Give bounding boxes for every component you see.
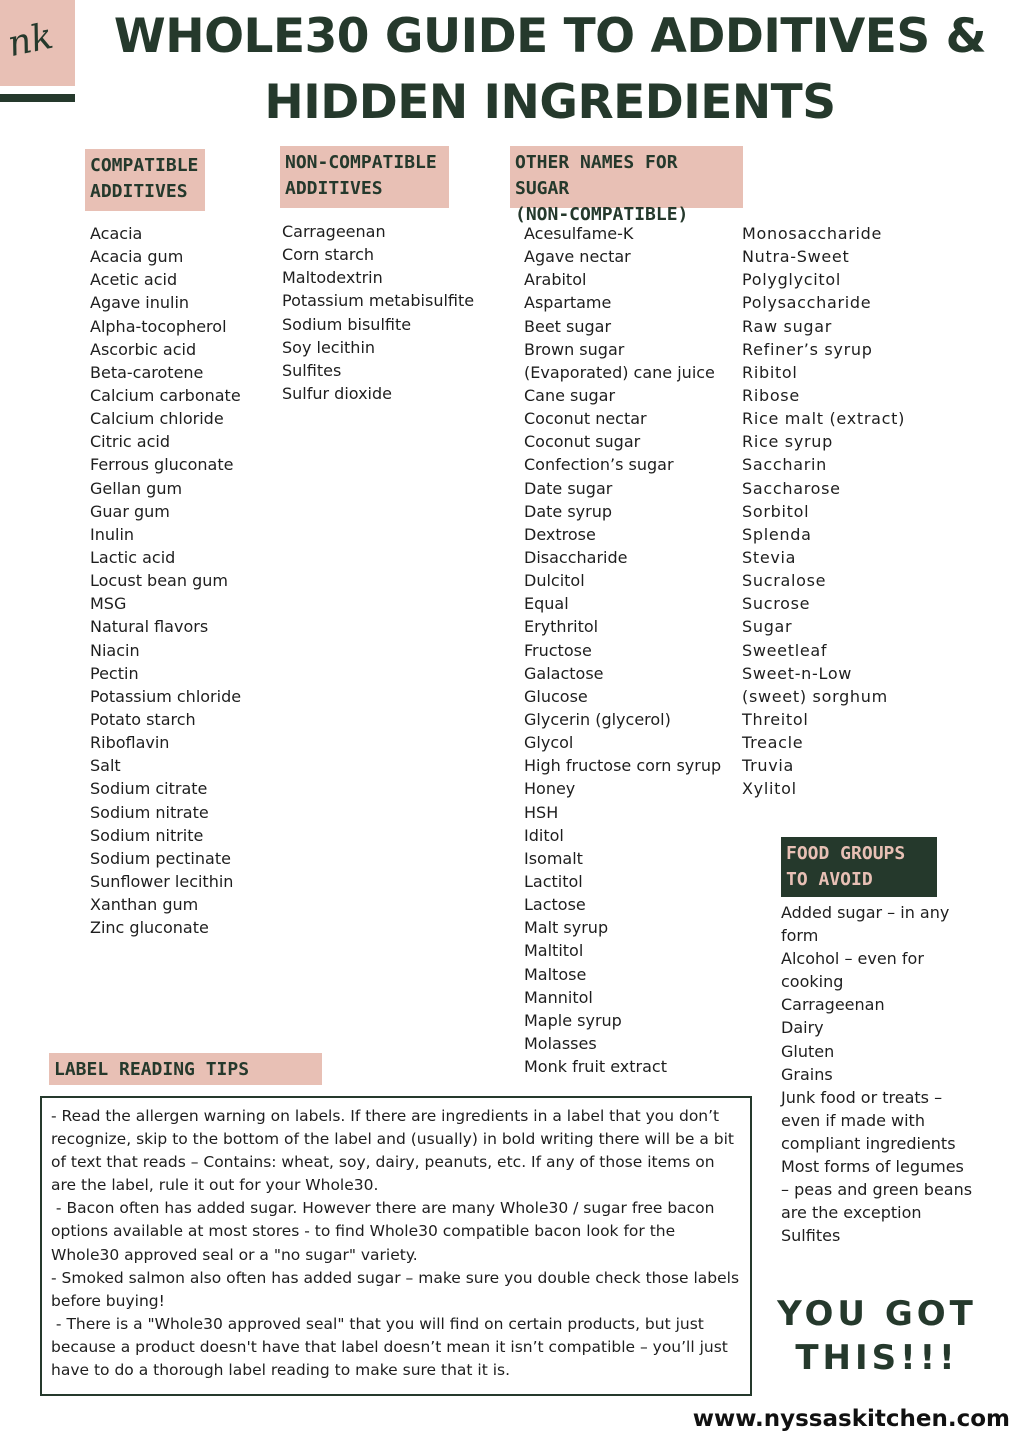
- heading-line: ADDITIVES: [285, 178, 383, 199]
- list-item: Arabitol: [524, 270, 587, 290]
- list-item: (Evaporated) cane juice: [524, 362, 715, 382]
- list-item: Gluten: [781, 1041, 835, 1061]
- list-item: Citric acid: [90, 432, 170, 452]
- list-item: MSG: [90, 594, 127, 614]
- list-item: Maltose: [524, 964, 587, 984]
- list-item: Rice malt (extract): [742, 409, 906, 429]
- list-item: Ribitol: [742, 362, 798, 382]
- list-item: Treacle: [742, 733, 804, 753]
- list-item: Date sugar: [524, 478, 613, 498]
- list-item: Disaccharide: [524, 547, 628, 567]
- list-item: Sucralose: [742, 571, 827, 591]
- list-item: High fructose corn syrup: [524, 756, 722, 776]
- food-groups-list: [781, 901, 972, 1247]
- list-item: compliant ingredients: [781, 1133, 956, 1153]
- list-item: Glucose: [524, 686, 588, 706]
- list-item: Monosaccharide: [742, 224, 883, 243]
- heading-line: TO AVOID: [786, 869, 873, 890]
- list-item: Glycerin (glycerol): [524, 709, 671, 729]
- list-item: Carrageenan: [282, 222, 386, 241]
- list-item: Sweetleaf: [742, 640, 828, 660]
- sugar-names-heading: [510, 146, 743, 225]
- heading-line: FOOD GROUPS: [786, 843, 906, 864]
- list-item: Honey: [524, 779, 576, 799]
- list-item: Truvia: [742, 756, 795, 776]
- list-item: Sulfur dioxide: [282, 383, 392, 403]
- heading-line: (NON-COMPATIBLE): [515, 204, 689, 225]
- list-item: Sodium pectinate: [90, 848, 231, 868]
- list-item: Potassium metabisulfite: [282, 291, 475, 311]
- list-item: Locust bean gum: [90, 571, 228, 591]
- list-item: Saccharose: [742, 478, 841, 498]
- heading-line: OTHER NAMES FOR SUGAR: [515, 152, 678, 199]
- list-item: Zinc gluconate: [90, 918, 209, 938]
- list-item: Xylitol: [742, 779, 797, 799]
- logo: [0, 0, 75, 86]
- list-item: Niacin: [90, 640, 140, 660]
- list-item: Grains: [781, 1064, 833, 1084]
- list-item: form: [781, 926, 819, 946]
- list-item: Sodium nitrate: [90, 802, 209, 822]
- list-item: Xanthan gum: [90, 895, 199, 915]
- list-item: (sweet) sorghum: [742, 686, 888, 706]
- non-compatible-additives-heading: [280, 146, 449, 208]
- list-item: are the exception: [781, 1203, 922, 1223]
- list-item: Stevia: [742, 547, 797, 567]
- list-item: Threitol: [742, 709, 809, 729]
- list-item: Inulin: [90, 524, 135, 544]
- list-item: Pectin: [90, 663, 139, 683]
- list-item: Coconut nectar: [524, 409, 647, 429]
- list-item: Natural flavors: [90, 617, 209, 637]
- list-item: Maltodextrin: [282, 268, 383, 288]
- list-item: Carrageenan: [781, 995, 885, 1015]
- list-item: Date syrup: [524, 501, 613, 521]
- list-item: Acetic acid: [90, 270, 178, 290]
- list-item: Lactitol: [524, 871, 583, 891]
- logo-text: nk: [4, 15, 57, 66]
- list-item: Sugar: [742, 617, 793, 637]
- list-item: Ferrous gluconate: [90, 455, 234, 475]
- list-item: Acesulfame-K: [524, 224, 634, 243]
- list-item: Dulcitol: [524, 571, 585, 591]
- list-item: Calcium carbonate: [90, 385, 241, 405]
- list-item: Sunflower lecithin: [90, 871, 234, 891]
- list-item: – peas and green beans: [781, 1180, 973, 1200]
- tip-paragraph: - Bacon often has added sugar. However there are many Whole30 / sugar free bacon options available at most stores - to find Whole30 compatible bacon look for the Whole30 approved seal or a "no sugar" variety.: [51, 1199, 715, 1264]
- list-item: Polysaccharide: [742, 293, 872, 313]
- heading-line: NON-COMPATIBLE: [285, 152, 437, 173]
- list-item: Mannitol: [524, 987, 593, 1007]
- list-item: Confection’s sugar: [524, 455, 674, 475]
- list-item: Guar gum: [90, 501, 170, 521]
- list-item: Sucrose: [742, 594, 811, 614]
- list-item: Erythritol: [524, 617, 599, 637]
- list-item: Brown sugar: [524, 339, 625, 359]
- list-item: Sodium citrate: [90, 779, 208, 799]
- sugar-names-list-1: [524, 222, 721, 1078]
- page-title-line-1: WHOLE30 GUIDE TO ADDITIVES &: [113, 9, 987, 64]
- list-item: Cane sugar: [524, 385, 616, 405]
- list-item: Riboflavin: [90, 733, 170, 753]
- non-compatible-additives-list: [282, 220, 474, 405]
- list-item: Alpha-tocopherol: [90, 316, 227, 336]
- list-item: Sulfites: [282, 360, 342, 380]
- list-item: Nutra-Sweet: [742, 247, 850, 267]
- list-item: Coconut sugar: [524, 432, 641, 452]
- list-item: Lactic acid: [90, 547, 176, 567]
- list-item: Beta-carotene: [90, 362, 204, 382]
- tip-paragraph: - Read the allergen warning on labels. If there are ingredients in a label that you don’t recognize, skip to the bottom of the label and (usually) in bold writing there will be a bit of text that reads – Contains: wheat, soy, dairy, peanuts, etc. If any of those items on are the label, rule it out for your Whole30.: [51, 1107, 734, 1195]
- food-groups-heading: [781, 837, 937, 897]
- list-item: Corn starch: [282, 245, 375, 265]
- list-item: even if made with: [781, 1110, 925, 1130]
- encouragement-line: YOU GOT: [777, 1294, 977, 1334]
- list-item: Fructose: [524, 640, 592, 660]
- tip-paragraph: - Smoked salmon also often has added sugar – make sure you double check those labels before buying!: [51, 1268, 740, 1310]
- list-item: Raw sugar: [742, 316, 833, 336]
- list-item: Acacia gum: [90, 247, 184, 267]
- list-item: Potassium chloride: [90, 686, 242, 706]
- website-url: www.nyssaskitchen.com: [692, 1406, 1010, 1432]
- heading-line: ADDITIVES: [90, 181, 188, 202]
- compatible-additives-list: [90, 222, 241, 939]
- list-item: Dextrose: [524, 524, 596, 544]
- list-item: Malt syrup: [524, 918, 609, 938]
- list-item: Alcohol – even for: [781, 949, 924, 969]
- compatible-additives-heading: [85, 149, 205, 211]
- list-item: Saccharin: [742, 455, 827, 475]
- list-item: Maple syrup: [524, 1010, 622, 1030]
- list-item: HSH: [524, 802, 559, 822]
- list-item: Glycol: [524, 733, 574, 753]
- page-title-line-2: HIDDEN INGREDIENTS: [264, 75, 836, 130]
- list-item: Iditol: [524, 825, 564, 845]
- list-item: cooking: [781, 972, 844, 992]
- list-item: Sulfites: [781, 1226, 841, 1246]
- list-item: Calcium chloride: [90, 409, 224, 429]
- list-item: Gellan gum: [90, 478, 183, 498]
- list-item: Ribose: [742, 385, 800, 405]
- list-item: Agave nectar: [524, 247, 631, 267]
- label-reading-tips-box: [40, 1096, 752, 1396]
- list-item: Dairy: [781, 1018, 824, 1038]
- list-item: Lactose: [524, 895, 586, 915]
- list-item: Junk food or treats –: [781, 1087, 943, 1107]
- list-item: Equal: [524, 594, 569, 614]
- list-item: Potato starch: [90, 709, 196, 729]
- list-item: Sodium bisulfite: [282, 314, 412, 334]
- list-item: Ascorbic acid: [90, 339, 197, 359]
- tip-paragraph: - There is a "Whole30 approved seal" that you will find on certain products, but just because a product doesn't have that label doesn’t mean it isn’t compatible – you’ll just have to do a thorough label reading to make sure that it is.: [51, 1314, 728, 1380]
- list-item: Rice syrup: [742, 432, 833, 452]
- heading-line: COMPATIBLE: [90, 155, 199, 176]
- list-item: Most forms of legumes: [781, 1157, 964, 1177]
- list-item: Maltitol: [524, 941, 584, 961]
- list-item: Molasses: [524, 1033, 597, 1053]
- sugar-names-list-2: [742, 222, 905, 801]
- label-reading-tips-heading: LABEL READING TIPS: [49, 1053, 322, 1085]
- list-item: Sodium nitrite: [90, 825, 204, 845]
- list-item: Salt: [90, 756, 121, 776]
- list-item: Refiner’s syrup: [742, 339, 873, 359]
- list-item: Beet sugar: [524, 316, 612, 336]
- list-item: Monk fruit extract: [524, 1057, 667, 1077]
- list-item: Agave inulin: [90, 293, 190, 313]
- encouragement: [772, 1292, 982, 1380]
- list-item: Added sugar – in any: [781, 903, 950, 922]
- encouragement-line: THIS!!!: [795, 1338, 959, 1378]
- list-item: Soy lecithin: [282, 337, 376, 357]
- logo-underline: [0, 94, 75, 102]
- list-item: Aspartame: [524, 293, 612, 313]
- list-item: Sorbitol: [742, 501, 810, 521]
- list-item: Splenda: [742, 524, 812, 544]
- list-item: Sweet-n-Low: [742, 663, 853, 683]
- list-item: Acacia: [90, 224, 143, 243]
- list-item: Isomalt: [524, 848, 583, 868]
- list-item: Galactose: [524, 663, 604, 683]
- list-item: Polyglycitol: [742, 270, 842, 290]
